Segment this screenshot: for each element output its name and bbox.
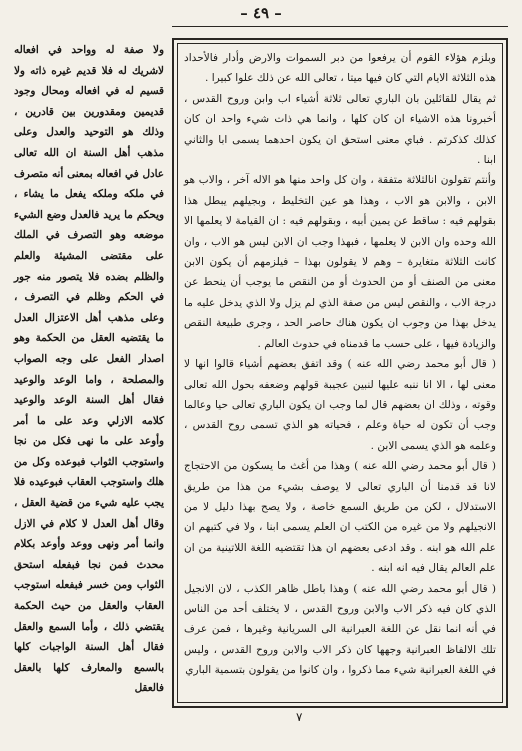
header-rule [172,26,508,27]
paragraph-5: ( قال أبو محمد رضي الله عنه ) وهذا من أغث ما يسكون من الاحتجاج لانا قد قدمنا أن الباري تعالى لا يوصف بشيء من هذا من طريق الاستدلال ، لكن من طريق السمع خاصة ، ولا يصح بهذا دليل لا من الانجيلهم ولا من غيره من الكتب ان العلم يسمى ابنا ، ولا في كتبهم ان علم الله هو ابنه . وقد ادعى بعضهم ان هذا تقتضيه اللغة اللاتينية من ان علم العالم يقال فيه انه ابنه . [184,460,496,575]
side-paragraph: ولا صفة له وواحد في افعاله لاشريك له فلا قديم غيره ذاته ولا قسيم له في افعاله ومحال وجود قديمين ومقدورين بين قادرين ، وذلك هو التوحيد والعدل وعلى مذهب أهل السنة ان الله تعالى عادل في افعاله بمعنى أنه متصرف في ملكه وملكه يفعل ما يشاء ، ويحكم ما يريد فالعدل وضع الشيء موضعه وهو التصرف في الملك على مقتضى المشيئة والعلم والظلم بضده فلا يتصور منه جور في الحكم وظلم في التصرف ، وعلى مذهب أهل الاعتزال العدل ما يقتضيه العقل من الحكمة وهو اصدار الفعل على وجه الصواب والمصلحة ، واما الوعد والوعيد فقال أهل السنة الوعد والوعيد كلامه الازلي وعد على ما أمر وأوعد على ما نهى فكل من نجا واستوجب الثواب فبوعده وكل من هلك واستوجب العقاب فبوعيده فلا يجب عليه شيء من قضية العقل ، وقال أهل العدل لا كلام في الازل وانما أمر ونهى ووعد وأوعد بكلام محدث فمن نجا فبفعله استحق الثواب ومن خسر فبفعله استوجب العقاب والعقل من حيث الحكمة يقتضي ذلك ، وأما السمع والعقل فقال أهل السنة الواجبات كلها بالسمع والمعارف كلها بالعقل فالعقل [14,44,164,695]
main-text-box [172,38,508,708]
paragraph-6: ( قال أبو محمد رضي الله عنه ) وهذا باطل ظاهر الكذب ، لان الانجيل الذي كان فيه ذكر الاب والابن وروح القدس ، لا يختلف أحد من الناس في أنه انما نقل عن اللغة العبرانية الى السريانية وغيرها ، فمن عرف تلك الالفاظ العبرانية وجهها كان ذكر الاب والابن وروح القدس ، وليس في اللغة العبرانية شيء مما ذكروا ، وان كانوا من يقولون بتسمية الباري [184,582,496,677]
main-column [184,48,496,681]
paragraph-1: وبلزم هؤلاء القوم أن يرفعوا من دبر السموات والارض وأدار فالأحداد هذه الثلاثة الايام التي كان فيها ميتا ، تعالى الله عن ذلك علوا كبيرا . [184,52,496,85]
side-column [14,40,164,699]
paragraph-2: ثم يقال للقائلين بان الباري تعالى ثلاثة أشياء اب وابن وروح القدس ، أخبرونا هذه الاشياء ان كان كلها ، وانما هي ذات شيء واحد ان كان كذلك كذكرتم . فباي معنى استحق ان يكون احدهما يسمى ابا والثاني ابنا . [184,92,496,167]
footnote-marker: ٧ [296,710,303,724]
paragraph-3: وأنتم تقولون انالثلاثة متفقة ، وان كل واحد منها هو الاله آخر ، والاب هو الابن ، والابن هو الاب ، وهذا هو عين التخليط ، وبجيلهم يبطل هذا بقولهم فيه : ساقط عن يمين أبيه ، وبقولهم فيه : ان القيامة لا يعلمها الا الله وحده وان الابن لا يعلمها ، فبهذا وجب ان الابن ليس هو الاب ، وان كانت الثلاثة متغايرة – وهم لا يقولون بهذا – فيلزمهم أن يكون الابن معنى من الصنف أو من الحدوث أو من النقص ما يوجب أن ينحط عن درجة الاب ، والنقص ليس من صفة الذي لم يزل ولا الذي يدخل عليه ما يدخل بهذا من وجوب ان يكون هناك حاصر الحد ، وجرى طبيعة النقص والزيادة فيها ، على حسب ما قدمناه في حدوث العالم . [184,174,496,350]
page-number: – ٤٩ – [240,4,282,22]
paragraph-4: ( قال أبو محمد رضي الله عنه ) وقد اتفق بعضهم أشياء قالوا انها لا معنى لها ، الا انا ننبه عليها لنبين عجيبة قولهم وضعفه بحول الله تعالى وقوته ، وذلك ان بعضهم قال لما وجب ان يكون الباري تعالى حيا وعالما وجب أن تكون له حياة وعلم ، فحياته هو الذي تسمى روح القدس ، وعلمه هو الذي يسمى الابن . [184,358,496,452]
